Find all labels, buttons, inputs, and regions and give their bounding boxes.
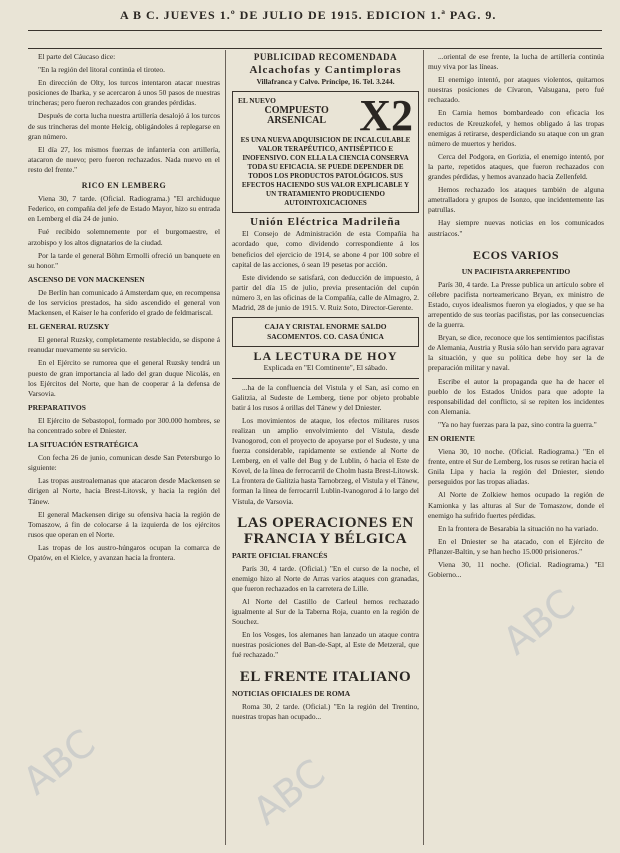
watermark-stamp: ABC <box>244 750 334 834</box>
paragraph: Roma 30, 2 tarde. (Oficial.) "En la región del Trentino, nuestras tropas han ocupado... <box>232 701 419 721</box>
column-divider <box>225 50 226 845</box>
paragraph: En Carnia hemos bombardeado con eficacia los reductos de Kreuzkofel, y hemos obligado á las tropas enemigas á retirarse, desperdiciando su ataque con un gran número de muertos y heridos. <box>428 108 604 148</box>
divider <box>232 378 419 379</box>
subheading: LA SITUACIÓN ESTRATÉGICA <box>28 440 139 450</box>
paragraph: Este dividendo se satisfará, con deducción de impuesto, á partir del día 15 de julio, previa presentación del cupón número 3, en las oficinas de la Compañía, calle de Almagro, 2. Madrid, 28 de junio de 1915. V. Ruiz Soto, Director-Gerente. <box>232 272 419 313</box>
paragraph: París 30, 4 tarde. (Oficial.) "En el curso de la noche, el enemigo hizo al Norte de Arras varios ataques con granadas, que fueron rechazados en la carretera de Lille. <box>232 563 419 593</box>
paragraph: En la frontera de Besarabia la situación no ha variado. <box>438 523 599 533</box>
subheading: ASCENSO DE VON MACKENSEN <box>28 274 145 284</box>
paragraph: Las tropas austroalemanas que atacaron desde Mackensen se dirigen al Norte, hacia Brest-Litovsk, y hacia la región del Tánew. <box>28 476 220 506</box>
paragraph: Hemos rechazado los ataques también de alguna ametralladora y grupos de Isonzo, que incidentemente las patrullas. <box>428 185 604 215</box>
paragraph: Cerca del Podgora, en Gorizia, el enemigo intentó, por la parte, repetidos ataques, que fueron rechazados con grandes pérdidas, y hemos avanzado hacia Zellenfeld. <box>428 151 604 182</box>
paragraph: Al Norte del Castillo de Carleul hemos rechazado igualmente al Sur de la Taberna Roja, cuanto en la región de Souchez. <box>232 597 419 627</box>
article-headline: LAS OPERACIONES EN FRANCIA Y BÉLGICA <box>237 514 414 547</box>
ad-lead: EL NUEVO <box>238 96 276 106</box>
paragraph: ...ha de la confluencia del Vistula y el San, así como en Galitzia, al Sudeste de Lemberg, tiene por objeto probable batir á los rusos á orillas del Tánew y del Dniester. <box>232 382 419 412</box>
ad-text: ES UNA NUEVA ADQUISICION DE INCALCULABLE VALOR TERAPÉUTICO, ANTISÉPTICO E INOFENSIVO. CON ELLA LA CIENCIA CONSERVA TODA SU EFICACIA. SE PUEDE DEPENDER DE TODOS LOS PRODUCTOS PATOLÓGICOS. SUS EFECTOS HACIENDO SUS VALOR EXPLICABLE Y UN TRATAMIENTO PRODUCIENDO AUTOINTOXICACIONES <box>240 136 411 208</box>
ad-subtitle: Explicada en "El Comtinente", El sábado. <box>263 363 388 373</box>
subheading: PARTE OFICIAL FRANCÉS <box>232 550 328 560</box>
paragraph: Las tropas de los austro-húngaros ocupan la comarca de Opatów, en el Kielce, y avanzan hacia la frontera. <box>28 542 220 563</box>
page-header: A B C. JUEVES 1.º DE JULIO DE 1915. EDICION 1.ª PAG. 9. <box>120 8 497 22</box>
paragraph: Escribe el autor la propaganda que ha de hacer el pueblo de los Estados Unidos para que adopte la responsabilidad del conflicto, si se repiten los incidentes con Alemania. <box>428 376 604 416</box>
column-2 <box>232 52 419 842</box>
section-heading: ECOS VARIOS <box>472 247 560 262</box>
paragraph: En dirección de Olty, los turcos intentaron atacar nuestras posiciones de Ibarka, y se acercaron á unos 50 pasos de nuestras trincheras; pero fueron rechazados con grandes pérdidas. <box>28 78 220 108</box>
column-3 <box>428 52 604 842</box>
paragraph: Viena 30, 7 tarde. (Oficial. Radiograma.) "El archiduque Federico, en compañía del jefe de Estado Mayor, hizo su entrada en Lemberg el día 24 de junio. <box>28 194 220 224</box>
paragraph: El día 27, los mismos fuerzas de infantería con artillería, atacaron de nuevo; pero fueron rechazados. Nada nuevo en el resto del frente." <box>28 144 220 174</box>
ad-box: CAJA Y CRISTAL ENORME SALDO SACOMENTOS. CO. CASA ÚNICA <box>232 317 419 347</box>
paragraph: Viena 30, 11 noche. (Oficial. Radiograma.) "El Gobierno... <box>428 560 604 580</box>
ad-subtitle: Villafranca y Calvo. Príncipe, 16. Tel. 3.244. <box>256 77 395 87</box>
ad-product-name: COMPUESTO ARSENICAL <box>264 105 329 127</box>
paragraph: El Ejército de Sebastopol, formado por 300.000 hombres, se ha concentrado sobre el Dniester. <box>28 415 220 435</box>
ad-title: Alcachofas y Cantimploras <box>249 64 402 77</box>
header-rule <box>28 30 602 31</box>
ads-section-title: PUBLICIDAD RECOMENDADA <box>253 52 398 62</box>
paragraph: El general Ruzsky, completamente restablecido, se dispone á reanudar nuevamente su servicio. <box>28 335 220 355</box>
ad-title: LA LECTURA DE HOY <box>253 349 398 364</box>
subheading: EL GENERAL RUZSKY <box>28 322 110 332</box>
paragraph: París 30, 4 tarde. La Presse publica un artículo sobre el célebre pacifista norteamericano Bryan, ex ministro de Estado, cuyos idealismos fueron ya elogiados, y que se ha arrepentido de sus teorías pacifistas, por las consecuencias de la guerra. <box>428 279 604 330</box>
paragraph: En los Vosges, los alemanes han lanzado un ataque contra nuestras posiciones del Ban-de-Sapt, al Este de Metzeral, que fué rechazado." <box>232 630 419 660</box>
column-divider <box>423 50 424 845</box>
article-headline: EL FRENTE ITALIANO <box>239 668 412 685</box>
paragraph: Con fecha 26 de junio, comunican desde San Petersburgo lo siguiente: <box>28 453 220 473</box>
subheading: EN ORIENTE <box>428 434 475 443</box>
section-heading: RICO EN LEMBERG <box>81 181 167 191</box>
watermark-stamp: ABC <box>14 720 104 804</box>
paragraph: El enemigo intentó, por ataques violentos, quitarnos nuestras posiciones de Cívaron, Valsugana, pero fué rechazado. <box>428 75 604 105</box>
paragraph: Hay siempre nuevas noticias en los comunicados austríacos." <box>428 218 604 238</box>
header-rule-lower <box>28 48 602 49</box>
paragraph: Al Norte de Zolkiew hemos ocupado la región de Kamionka y las alturas al Sur de Tomaszow, donde el enemigo ha sufrido fuertes pérdidas. <box>428 490 604 520</box>
paragraph: Viena 30, 10 noche. (Oficial. Radiograma.) "En el frente, entre el Sur de Lemberg, los rusos se retiran hacia el Gnila Lipa y hacia la región del Dniester, siendo perseguidos por las tropas aliadas. <box>428 447 604 487</box>
paragraph: ...oriental de ese frente, la lucha de artillería continúa muy viva por las líneas. <box>428 52 604 72</box>
paragraph: Bryan, se dice, reconoce que los sentimientos pacifistas de Alemania, Austria y Rusia sólo han servido para agravar la situación, y que su política debe hoy ser la de preparación militar y naval. <box>428 333 604 373</box>
paragraph: "Ya no hay fuerzas para la paz, sino contra la guerra." <box>438 419 597 429</box>
subheading: PREPARATIVOS <box>28 402 86 412</box>
paragraph: Después de corta lucha nuestra artillería desalojó á los turcos de sus trincheras del monte Helcig, obligándoles á replegarse en gran número. <box>28 111 220 141</box>
paragraph: El parte del Cáucaso dice: <box>38 52 116 61</box>
ad-box <box>232 91 419 213</box>
paragraph: El Consejo de Administración de esta Compañía ha acordado que, como dividendo correspondiente á los beneficios del ejercicio de 1914, se abone 4 por 100 sobre el capital de las acciones, ó sean 19 pesetas por acción. <box>232 229 419 269</box>
paragraph: En el Dniester se ha atacado, con el Ejército de Pflanzer-Baltin, y se han hecho 15.000 prisioneros." <box>428 536 604 556</box>
paragraph: "En la región del litoral continúa el tiroteo. <box>38 65 165 75</box>
watermark-stamp: ABC <box>494 580 584 664</box>
paragraph: El general Mackensen dirige su ofensiva hacia la región de Tomaszow, á fin de colocarse á la izquierda de los ejércitos rusos que operan en el Norte. <box>28 509 220 539</box>
paragraph: En el Ejército se rumorea que el general Ruzsky tendrá un puesto de gran importancia al lado del gran duque Nicolás, en los Ejércitos del Norte, que han de cooperar á la defensa de Varsovia. <box>28 358 220 398</box>
paragraph: De Berlín han comunicado á Amsterdam que, en recompensa de los servicios prestados, ha sido ascendido el general von Mackensen, el Kaiser le ha conferido el grado de feldmariscal. <box>28 287 220 318</box>
subheading: UN PACIFISTA ARREPENTIDO <box>461 266 571 276</box>
paragraph: Los movimientos de ataque, los efectos militares rusos realizan un amplio envolvimiento del Vístula, desde Ivanogorod, con el proyecto de apoyarse por el Sudeste, y una fuerza considerable, rapidamente se extiende al Norte de Lemberg, en el valle del Bug y de Lublin, ó hacia el Este de Kovel, de la línea de ferrocarril de Cholm hasta Brest-Litowsk. La frontera de Galitzia hasta Tarnobrzeg, el Vistula y el Tánew, forman la línea de ferrocarril Lublin-Ivanogorod á lo largo del Vístula, de Varsovia. <box>232 415 419 506</box>
paragraph: Fué recibido solemnemente por el burgomaestre, el arzobispo y los altos dignatarios de la ciudad. <box>28 227 220 247</box>
ad-mark: X2 <box>359 91 413 141</box>
paragraph: Por la tarde el general Böhm Ermolli ofreció un banquete en su honor." <box>28 250 220 270</box>
subheading: NOTICIAS OFICIALES DE ROMA <box>232 688 351 698</box>
ad-title: Unión Eléctrica Madrileña <box>250 216 401 229</box>
column-1 <box>28 52 220 842</box>
